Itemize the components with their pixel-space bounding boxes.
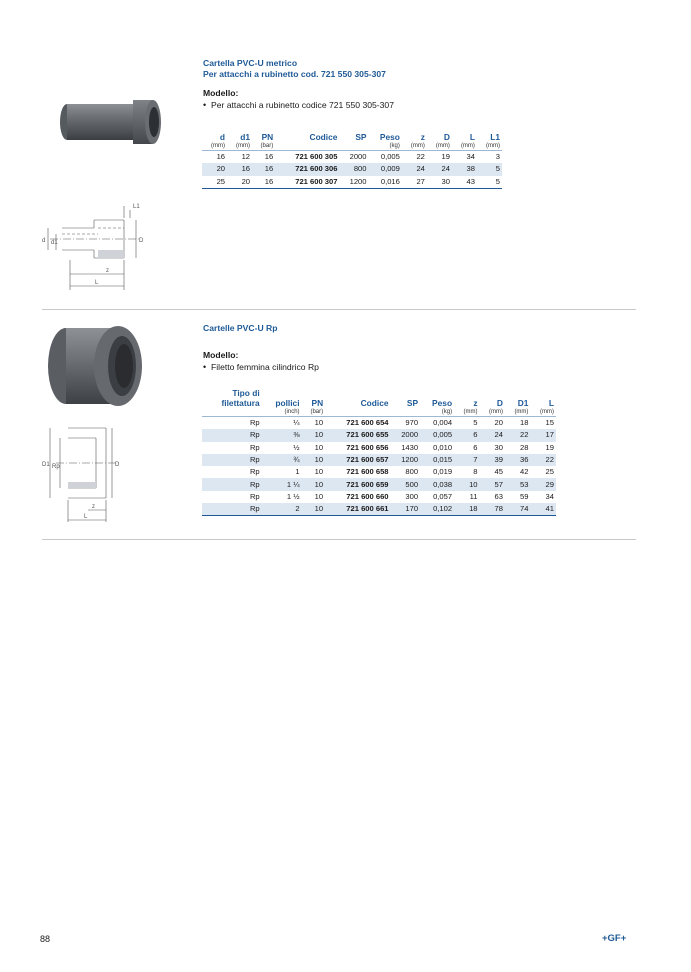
page-number: 88 <box>40 934 51 944</box>
cell: 6 <box>473 442 478 452</box>
cell-code: 721 600 656 <box>346 442 389 452</box>
cell: Rp <box>202 454 262 466</box>
col-unit <box>391 408 421 417</box>
gf-logo: +GF+ <box>602 933 627 944</box>
cell: 0,038 <box>420 478 454 490</box>
table-row <box>202 163 502 175</box>
col-unit: (inch) <box>262 408 302 417</box>
cell: 19 <box>545 442 554 452</box>
col-header: d1 <box>240 132 251 142</box>
section-rp-header <box>203 323 523 372</box>
cell: 170 <box>391 503 421 516</box>
section-metric-header <box>203 58 523 110</box>
technical-drawing-rp <box>40 420 136 529</box>
col-header: Peso <box>432 398 453 408</box>
cell: 25 <box>202 176 227 189</box>
cell: 5 <box>473 418 478 428</box>
cell: 0,010 <box>433 442 453 452</box>
bullet-icon: • <box>203 100 207 110</box>
cell: 74 <box>505 503 530 516</box>
col-header: D <box>443 132 450 142</box>
cell: 1200 <box>391 454 421 466</box>
cell: 1 ½ <box>286 491 300 501</box>
cell: 1 ¼ <box>262 478 302 490</box>
cell: 5 <box>477 163 502 175</box>
cell: 24 <box>480 429 505 441</box>
cell: 10 <box>302 454 326 466</box>
drawing-label-d: d <box>42 238 46 244</box>
cell: 0,057 <box>433 491 453 501</box>
col-header: L <box>469 132 475 142</box>
cell: 0,004 <box>433 418 453 428</box>
cell-code: 721 600 659 <box>325 478 390 490</box>
table-row <box>202 442 556 454</box>
drawing-label-L: L <box>95 280 99 286</box>
cell: 30 <box>427 176 452 189</box>
drawing-label-D1: D1 <box>42 462 50 468</box>
cell: 57 <box>480 478 505 490</box>
cell: 10 <box>302 429 326 441</box>
cell: 0,102 <box>420 503 454 516</box>
col-unit: (mm) <box>452 142 477 151</box>
drawing-label-z: z <box>106 268 109 274</box>
cell-code: 721 600 307 <box>275 176 339 189</box>
table-row <box>202 491 556 503</box>
col-unit <box>325 408 390 417</box>
cell: Rp <box>249 467 260 477</box>
cell: Rp <box>249 442 260 452</box>
col-header: z <box>420 132 425 142</box>
cell: 78 <box>480 503 505 516</box>
drawing-label-L1: L1 <box>133 204 140 210</box>
cell: 0,019 <box>433 467 453 477</box>
cell: 25 <box>545 467 554 477</box>
col-unit: (mm) <box>480 408 505 417</box>
col-header: Codice <box>360 398 389 408</box>
cell: ⅜ <box>262 429 302 441</box>
col-unit <box>339 142 368 151</box>
table-row <box>202 503 556 516</box>
cell: 29 <box>530 478 556 490</box>
cell: 500 <box>391 478 421 490</box>
cell: 16 <box>252 176 275 189</box>
product-title-line2: Per attacchi a rubinetto cod. 721 550 305-307 <box>203 69 386 79</box>
cell: Rp <box>202 503 262 516</box>
col-header: Peso <box>379 132 400 142</box>
cell: 10 <box>314 418 324 428</box>
col-header: D1 <box>517 398 529 408</box>
col-header: pollici <box>275 398 300 408</box>
product-title: Cartelle PVC-U Rp <box>203 323 278 333</box>
col-header: z <box>473 398 478 408</box>
col-unit: (kg) <box>369 142 402 151</box>
cell: 970 <box>405 418 419 428</box>
cell: 5 <box>477 176 502 189</box>
cell-code: 721 600 660 <box>346 491 389 501</box>
cell: 3 <box>495 152 500 162</box>
cell: 17 <box>530 429 556 441</box>
cell: 1430 <box>401 442 419 452</box>
cell: 15 <box>545 418 554 428</box>
cell: 10 <box>314 442 324 452</box>
table-metric <box>202 132 502 189</box>
cell: Rp <box>249 418 260 428</box>
cell: 38 <box>452 163 477 175</box>
col-header: D <box>496 398 503 408</box>
cell: 11 <box>469 491 478 501</box>
cell: 16 <box>252 163 275 175</box>
model-label: Modello: <box>203 88 239 98</box>
cell: 0,005 <box>380 152 400 162</box>
col-unit: (kg) <box>420 408 454 417</box>
cell: 0,009 <box>369 163 402 175</box>
cell: 20 <box>202 163 227 175</box>
cell: 0,016 <box>369 176 402 189</box>
section-divider <box>42 309 636 310</box>
cell: 16 <box>227 163 252 175</box>
cell: 10 <box>314 491 324 501</box>
model-item <box>203 362 523 372</box>
cell: 10 <box>302 478 326 490</box>
cell: ½ <box>293 442 300 452</box>
drawing-label-D: D <box>139 238 144 244</box>
cell: 45 <box>494 467 503 477</box>
col-unit: (bar) <box>252 142 275 151</box>
cell: 800 <box>405 467 419 477</box>
cell: 43 <box>452 176 477 189</box>
cell-code: 721 600 658 <box>346 467 389 477</box>
cell: 22 <box>530 454 556 466</box>
cell: 20 <box>494 418 503 428</box>
cell: 1200 <box>339 176 368 189</box>
cell: 2 <box>262 503 302 516</box>
product-title-line1: Cartella PVC-U metrico <box>203 58 298 68</box>
cell-code: 721 600 654 <box>346 418 389 428</box>
col-unit: (mm) <box>477 142 502 151</box>
cell: 42 <box>519 467 529 477</box>
col-header: PN <box>261 132 274 142</box>
col-header: SP <box>406 398 419 408</box>
product-photo-rp <box>42 322 154 419</box>
cell: 6 <box>454 429 479 441</box>
table-row <box>202 151 502 164</box>
col-unit: (mm) <box>530 408 556 417</box>
col-unit <box>275 142 339 151</box>
cell: 24 <box>427 163 452 175</box>
table-row <box>202 429 556 441</box>
cell: 24 <box>402 163 427 175</box>
cell: 8 <box>473 467 478 477</box>
table-row <box>202 176 502 189</box>
col-header: Codice <box>309 132 338 142</box>
cell: 34 <box>466 152 475 162</box>
col-header: L1 <box>490 132 500 142</box>
model-item-text: Per attacchi a rubinetto codice 721 550 305-307 <box>211 100 394 110</box>
col-unit: (mm) <box>454 408 479 417</box>
cell: 1 <box>295 467 300 477</box>
drawing-label-z: z <box>92 504 95 510</box>
cell-code: 721 600 661 <box>325 503 390 516</box>
table-row <box>202 417 556 430</box>
cell: 300 <box>405 491 419 501</box>
drawing-label-L: L <box>84 514 88 520</box>
col-unit: (mm) <box>202 142 227 151</box>
model-label: Modello: <box>203 350 239 360</box>
cell: 7 <box>454 454 479 466</box>
drawing-label-Rp: Rp <box>52 464 60 470</box>
cell: 0,015 <box>420 454 454 466</box>
cell: 19 <box>441 152 450 162</box>
col-header: SP <box>355 132 367 142</box>
table-row <box>202 454 556 466</box>
col-unit: (mm) <box>402 142 427 151</box>
cell: 28 <box>519 442 529 452</box>
col-unit: (mm) <box>505 408 530 417</box>
cell: 22 <box>416 152 425 162</box>
cell: Rp <box>202 478 262 490</box>
col-header: d <box>219 132 226 142</box>
cell: 2000 <box>391 429 421 441</box>
cell: 0,005 <box>420 429 454 441</box>
col-unit: (bar) <box>302 408 326 417</box>
technical-drawing-metric <box>40 200 158 301</box>
cell: 53 <box>505 478 530 490</box>
cell-code: 721 600 306 <box>275 163 339 175</box>
cell: 34 <box>545 491 554 501</box>
col-unit: (mm) <box>427 142 452 151</box>
cell: 12 <box>241 152 251 162</box>
drawing-label-d1: d1 <box>51 240 58 246</box>
cell: 16 <box>216 152 226 162</box>
cell: 22 <box>505 429 530 441</box>
cell: ¼ <box>293 418 300 428</box>
drawing-label-D: D <box>115 462 120 468</box>
cell: 59 <box>519 491 529 501</box>
model-item <box>203 100 523 110</box>
cell: 63 <box>494 491 503 501</box>
cell: Rp <box>249 491 260 501</box>
cell-code: 721 600 657 <box>325 454 390 466</box>
product-photo-metric <box>55 86 165 167</box>
cell: Rp <box>202 429 262 441</box>
cell: 10 <box>302 503 326 516</box>
cell: 39 <box>480 454 505 466</box>
cell: 18 <box>519 418 529 428</box>
bullet-icon: • <box>203 362 207 372</box>
cell: 2000 <box>349 152 367 162</box>
col-header: L <box>548 398 554 408</box>
cell: 10 <box>314 467 324 477</box>
cell: 41 <box>530 503 556 516</box>
col-unit: (mm) <box>227 142 252 151</box>
cell: 16 <box>264 152 274 162</box>
col-unit <box>202 408 262 417</box>
cell-code: 721 600 655 <box>325 429 390 441</box>
model-item-text: Filetto femmina cilindrico Rp <box>211 362 319 372</box>
cell: 20 <box>227 176 252 189</box>
cell: 36 <box>505 454 530 466</box>
table-row <box>202 478 556 490</box>
col-header-thread-type: Tipo di filettatura <box>221 388 260 408</box>
col-header: PN <box>311 398 324 408</box>
cell: 18 <box>454 503 479 516</box>
cell: 30 <box>494 442 503 452</box>
cell-code: 721 600 305 <box>295 152 338 162</box>
cell: 10 <box>454 478 479 490</box>
section-divider <box>42 539 636 540</box>
cell: ¾ <box>262 454 302 466</box>
table-row <box>202 466 556 478</box>
cell: 27 <box>402 176 427 189</box>
cell: 800 <box>339 163 368 175</box>
table-rp <box>202 388 556 516</box>
